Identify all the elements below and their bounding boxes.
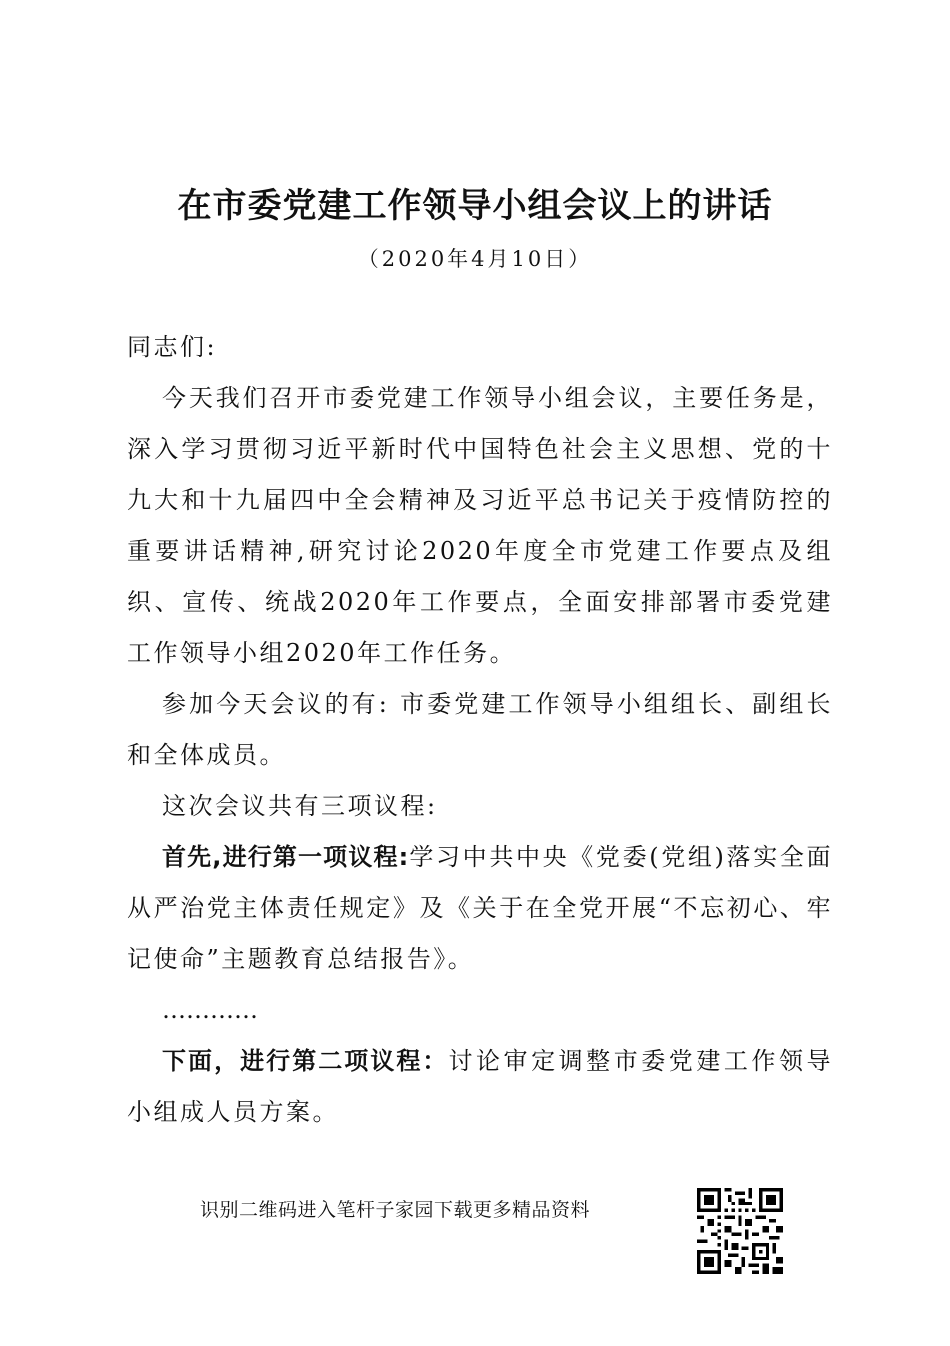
paragraph-5 [127,1036,833,1138]
paragraph-1: 今天我们召开市委党建工作领导小组会议，主要任务是，深入学习贯彻习近平新时代中国特色社会主义思想、党的十九大和十九届四中全会精神及习近平总书记关于疫情防控的重要讲话精神,研究讨论2020年度全市党建工作要点及组织、宣传、统战2020年工作要点，全面安排部署市委党建工作领导小组2020年工作任务。 [127,384,833,667]
document-title: 在市委党建工作领导小组会议上的讲话 [177,186,773,226]
document-date: （2020年4月10日） [357,247,593,271]
footer-download-note: 识别二维码进入笔杆子家园下载更多精品资料 [200,1199,591,1221]
ellipsis: ………… [162,996,258,1024]
salutation: 同志们: [127,333,218,361]
agenda-2-lead: 下面，进行第二项议程： [162,1047,449,1075]
paragraph-2: 参加今天会议的有: 市委党建工作领导小组组长、副组长和全体成员。 [127,690,833,769]
agenda-2-text: 讨论审定调整市委党建工作领导小组成人员方案。 [127,1047,834,1126]
agenda-1-text: 学习中共中央《党委(党组)落实全面从严治党主体责任规定》及《关于在全党开展“不忘初心、牢记使命”主题教育总结报告》。 [127,843,833,973]
paragraph-3: 这次会议共有三项议程: [162,792,438,820]
document-body [127,322,833,1138]
agenda-1-lead: 首先,进行第一项议程: [162,843,410,871]
qr-code-icon[interactable] [697,1188,783,1274]
paragraph-4 [127,832,833,985]
